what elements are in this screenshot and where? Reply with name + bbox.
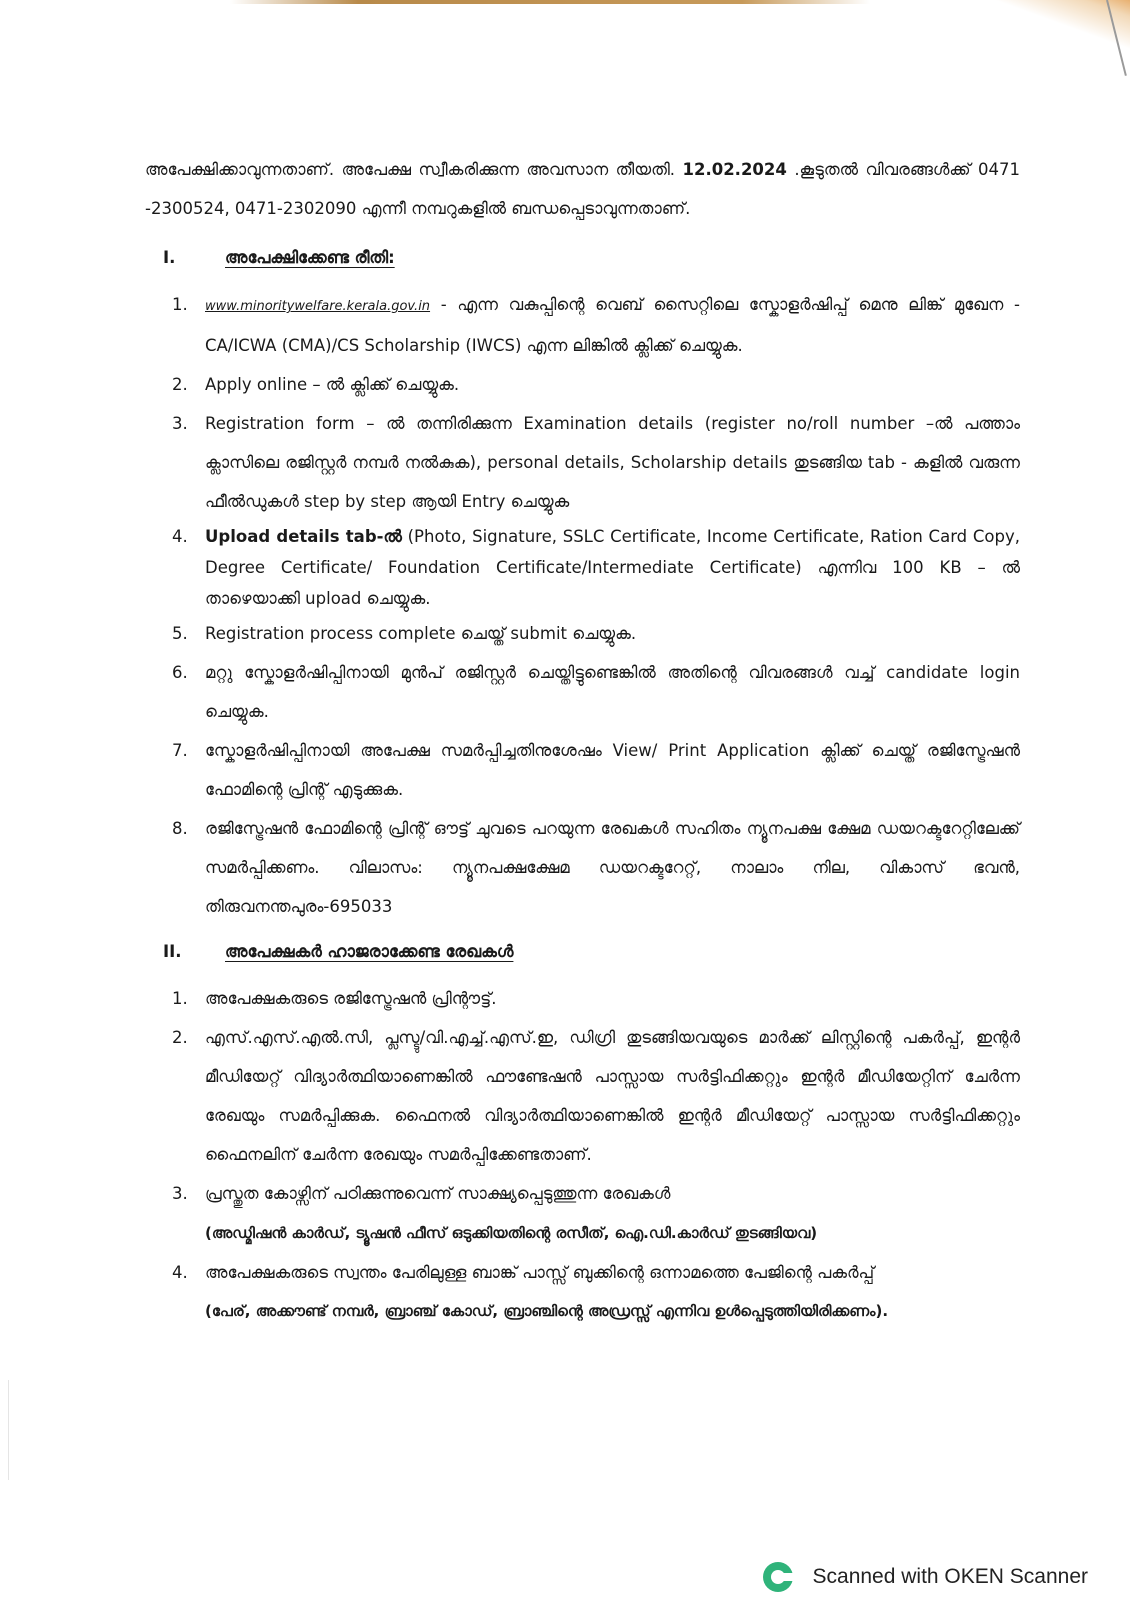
intro-line2: വിവരങ്ങൾക്ക് 0471 -2300524, 0471-2302090 എന്നീ നമ്പറുകളിൽ ബന്ധപ്പെടാവുന്നതാണ്. — [145, 160, 1021, 218]
list-item — [145, 653, 1020, 731]
list-item — [145, 1018, 1020, 1174]
item-number: 1. — [172, 295, 188, 314]
list-item — [145, 1253, 1020, 1292]
item-text: Registration process complete ചെയ്ത് submit ചെയ്യുക. — [205, 624, 637, 643]
website-link[interactable]: www.minoritywelfare.kerala.gov.in — [205, 299, 431, 314]
item-text: അപേക്ഷകരുടെ സ്വന്തം പേരിലുള്ള ബാങ്ക് പാസ്സ് ബുക്കിന്റെ ഒന്നാമത്തെ പേജിന്റെ പകർപ്പ് — [205, 1263, 875, 1282]
section-2-heading — [145, 932, 1020, 971]
item-text: സ്കോളർഷിപ്പിനായി അപേക്ഷ സമർപ്പിച്ചതിനുശേഷം View/ Print Application ക്ലിക്ക് ചെയ്ത് രജിസ്ട്രേഷൻ ഫോമിന്റെ പ്രിന്റ് എടുക്കുക. — [205, 741, 1020, 799]
intro-line1: അപേക്ഷിക്കാവുന്നതാണ്. അപേക്ഷ സ്വീകരിക്കുന്ന അവസാന തീയതി. — [145, 160, 683, 179]
intro-line1-end: .കൂടുതൽ — [786, 160, 858, 179]
item-number: 1. — [172, 989, 188, 1008]
item-number: 2. — [172, 1028, 188, 1047]
list-item — [145, 285, 1020, 365]
item-text — [205, 285, 1020, 365]
section-1-heading — [145, 238, 1020, 277]
item-note: (അഡ്മിഷൻ കാർഡ്, ട്യൂഷൻ ഫീസ് ഒടുക്കിയതിന്റെ രസീത്, ഐ.ഡി.കാർഡ് തുടങ്ങിയവ) — [205, 1224, 818, 1242]
section-1-number: I. — [163, 248, 176, 267]
item-body: പ്രസ്തുത കോഴ്സിന് പഠിക്കുന്നുവെന്ന് സാക്ഷ്യപ്പെടുത്തുന്ന രേഖകൾ — [205, 1184, 671, 1203]
list-item — [145, 979, 1020, 1018]
section-1-list — [145, 285, 1020, 926]
item-text: എസ്.എസ്.എൽ.സി, പ്ലസ്ടു/വി.എച്ച്.എസ്.ഇ, ഡിഗ്രി തുടങ്ങിയവയുടെ മാർക്ക് ലിസ്റ്റിന്റെ പകർപ്പ്, ഇന്റർ മീഡിയേറ്റ് വിദ്യാർത്ഥിയാണെങ്കിൽ ഫൗണ്ടേഷൻ പാസ്സായ സർട്ടിഫിക്കറ്റും ഇന്റർ മീഡിയേറ്റിന് ചേർന്ന രേഖയും സമർപ്പിക്കുക. ഫൈനൽ വിദ്യാർത്ഥിയാണെങ്കിൽ ഇന്റർ മീഡിയേറ്റ് പാസ്സായ സർട്ടിഫിക്കറ്റും ഫൈനലിന് ചേർന്ന രേഖയും സമർപ്പിക്കേണ്ടതാണ്. — [205, 1028, 1020, 1164]
list-item — [145, 809, 1020, 926]
list-item — [145, 521, 1020, 614]
item-note: (പേര്, അക്കൗണ്ട് നമ്പർ, ബ്രാഞ്ച് കോഡ്, ബ്രാഞ്ചിന്റെ അഡ്രസ്സ് എന്നിവ ഉൾപ്പെടുത്തിയിരിക്കണം). — [205, 1302, 889, 1320]
section-2-title: അപേക്ഷകർ ഹാജരാക്കേണ്ട രേഖകൾ — [225, 942, 514, 961]
item-number: 2. — [172, 375, 188, 394]
list-item — [145, 404, 1020, 521]
list-item — [145, 614, 1020, 653]
item-number: 4. — [172, 1263, 188, 1282]
document-page — [145, 150, 1020, 1330]
margin-line — [8, 1380, 9, 1480]
item-number: 3. — [172, 414, 188, 433]
list-item — [145, 1174, 1020, 1253]
list-item — [145, 731, 1020, 809]
item-text: Registration form – ൽ തന്നിരിക്കുന്ന Examination details (register no/roll number –ൽ പത്താം ക്ലാസിലെ രജിസ്റ്റർ നമ്പർ നൽകുക), personal details, Scholarship details തുടങ്ങിയ tab - കളിൽ വരുന്ന ഫീൽഡുകൾ step by step ആയി Entry ചെയ്യുക — [205, 414, 1020, 511]
item-number: 6. — [172, 663, 188, 682]
item-body: (Photo, Signature, SSLC Certificate, Income Certificate, Ration Card Copy, Degree Certificate/ Foundation Certificate/Intermediate Certificate) എന്നിവ 100 KB – ൽ താഴെയാക്കി upload ചെയ്യുക. — [205, 527, 1021, 608]
item-number: 5. — [172, 624, 188, 643]
item-text — [205, 1174, 1020, 1253]
item-number: 8. — [172, 819, 188, 838]
section-2-number: II. — [163, 942, 182, 961]
item-lead: Upload details tab-ൽ — [205, 527, 402, 546]
scanner-watermark — [763, 1562, 1088, 1592]
item-text: Apply online – ൽ ക്ലിക്ക് ചെയ്യുക. — [205, 375, 460, 394]
item-text: മറ്റു സ്കോളർഷിപ്പിനായി മുൻപ് രജിസ്റ്റർ ചെയ്തിട്ടുണ്ടെങ്കിൽ അതിന്റെ വിവരങ്ങൾ വച്ച് candidate login ചെയ്യുക. — [205, 663, 1020, 721]
item-text — [205, 521, 1020, 614]
item-text: അപേക്ഷകരുടെ രജിസ്ട്രേഷൻ പ്രിന്റൗട്ട്. — [205, 989, 497, 1008]
item-number: 3. — [172, 1184, 188, 1203]
item-body: - എന്ന വകുപ്പിന്റെ വെബ് സൈറ്റിലെ സ്കോളർഷിപ്പ് മെനു ലിങ്ക് മുഖേന - CA/ICWA (CMA)/CS Scholarship (IWCS) എന്ന ലിങ്കിൽ ക്ലിക്ക് ചെയ്യുക. — [205, 295, 1020, 355]
oken-scanner-logo-icon — [763, 1562, 793, 1592]
item-text: രജിസ്ട്രേഷൻ ഫോമിന്റെ പ്രിന്റ് ഔട്ട് ചുവടെ പറയുന്ന രേഖകൾ സഹിതം ന്യൂനപക്ഷ ക്ഷേമ ഡയറക്ടറേറ്റിലേക്ക് സമർപ്പിക്കണം. വിലാസം: ന്യൂനപക്ഷക്ഷേമ ഡയറക്ടറേറ്റ്, നാലാം നില, വികാസ് ഭവൻ, തിരുവനന്തപുരം-695033 — [205, 819, 1020, 916]
scan-edge — [230, 0, 870, 4]
watermark-text: Scanned with OKEN Scanner — [812, 1565, 1088, 1588]
intro-paragraph — [145, 150, 1020, 228]
section-2-list — [145, 979, 1020, 1330]
deadline-date: 12.02.2024 — [682, 160, 787, 179]
list-item — [145, 365, 1020, 404]
item-number: 4. — [172, 527, 188, 546]
item-number: 7. — [172, 741, 188, 760]
section-1-title: അപേക്ഷിക്കേണ്ട രീതി: — [225, 248, 395, 267]
